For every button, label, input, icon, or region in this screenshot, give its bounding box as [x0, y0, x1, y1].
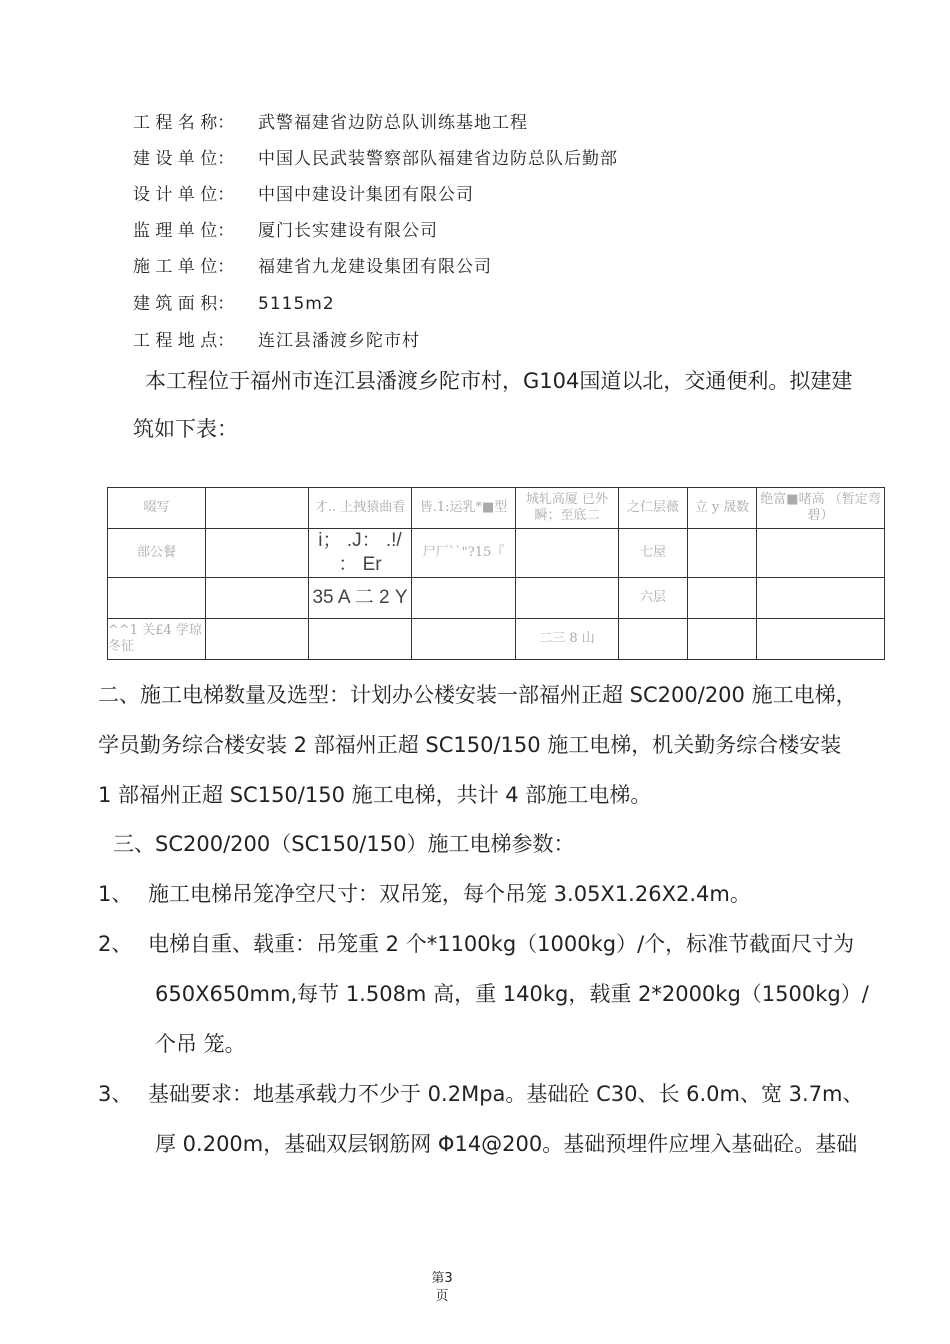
table-cell: 六层	[619, 578, 688, 619]
table-cell	[516, 578, 619, 619]
param-item-2-cont-2: 个吊 笼。	[155, 1032, 246, 1056]
table-cell	[757, 529, 885, 578]
table-cell	[757, 619, 885, 660]
table-cell	[688, 619, 757, 660]
table-cell	[206, 529, 309, 578]
section2-line-2: 学员勤务综合楼安装 2 部福州正超 SC150/150 施工电梯，机关勤务综合楼安装	[98, 733, 842, 757]
table-cell: 尸厂``"?15『	[412, 529, 516, 578]
info-value: 连江县潘渡乡陀市村	[258, 331, 420, 351]
table-cell	[412, 619, 516, 660]
table-row	[108, 578, 885, 619]
info-label: 工 程 地 点：	[133, 331, 235, 351]
table-cell	[206, 619, 309, 660]
table-cell	[757, 578, 885, 619]
param-number: 2、	[98, 932, 133, 956]
table-cell: i； .J： .!/ ： Er	[309, 529, 412, 578]
param-item-2	[98, 929, 854, 959]
param-text: 基础要求：地基承载力不少于 0.2Mpa。基础砼 C30、长 6.0m、宽 3.7m、	[148, 1082, 864, 1106]
info-label: 施 工 单 位：	[133, 257, 235, 277]
table-cell: ^^1 关£4 学琼冬征	[108, 619, 206, 660]
info-label: 监 理 单 位：	[133, 221, 235, 241]
info-label: 工 程 名 称：	[133, 113, 235, 133]
table-header-cell: 啜写	[108, 488, 206, 529]
table-row	[108, 619, 885, 660]
section2-line-1: 二、施工电梯数量及选型：计划办公楼安装一部福州正超 SC200/200 施工电梯，	[98, 683, 857, 707]
info-row-supervisor	[133, 219, 438, 243]
section3-title: 三、SC200/200（SC150/150）施工电梯参数：	[113, 832, 575, 856]
param-item-2-cont-1: 650X650mm,每节 1.508m 高，重 140kg，载重 2*2000kg（1500kg）/	[155, 982, 869, 1006]
table-header-cell: 之仁层薇	[619, 488, 688, 529]
buildings-table	[107, 487, 885, 660]
table-cell	[412, 578, 516, 619]
param-text: 电梯自重、载重：吊笼重 2 个*1100kg（1000kg）/个，标准节截面尺寸为	[148, 932, 855, 956]
table-header-cell: 皆.1:运乳*■型	[412, 488, 516, 529]
table-header-row	[108, 488, 885, 529]
info-row-location	[133, 329, 420, 353]
table-header-cell: 立 y 晟数	[688, 488, 757, 529]
table-cell	[619, 619, 688, 660]
table-cell	[516, 529, 619, 578]
table-cell	[688, 578, 757, 619]
info-row-area	[133, 292, 335, 316]
table-header-cell	[206, 488, 309, 529]
info-label: 建 设 单 位：	[133, 149, 235, 169]
param-item-3	[98, 1079, 864, 1109]
info-value: 中国中建设计集团有限公司	[258, 185, 474, 205]
param-text: 施工电梯吊笼净空尺寸：双吊笼，每个吊笼 3.05X1.26X2.4m。	[148, 882, 751, 906]
param-number: 1、	[98, 882, 133, 906]
section2-line-3: 1 部福州正超 SC150/150 施工电梯，共计 4 部施工电梯。	[98, 783, 652, 807]
table-cell	[309, 619, 412, 660]
param-item-1	[98, 879, 751, 909]
table-cell: 二三 8 山	[516, 619, 619, 660]
info-value: 福建省九龙建设集团有限公司	[258, 257, 492, 277]
table-row	[108, 529, 885, 578]
intro-line-2: 筑如下表：	[133, 417, 238, 441]
info-row-owner	[133, 147, 618, 171]
page-number	[427, 1270, 457, 1306]
info-label: 设 计 单 位：	[133, 185, 235, 205]
info-value: 5115m2	[258, 294, 335, 314]
table-cell	[108, 578, 206, 619]
info-value: 厦门长实建设有限公司	[258, 221, 438, 241]
page-number-line-1: 第3	[431, 1271, 453, 1286]
info-value: 中国人民武装警察部队福建省边防总队后勤部	[258, 149, 618, 169]
table-cell	[688, 529, 757, 578]
table-cell: 七屋	[619, 529, 688, 578]
info-row-contractor	[133, 255, 492, 279]
param-number: 3、	[98, 1082, 133, 1106]
intro-line-1: 本工程位于福州市连江县潘渡乡陀市村，G104国道以北，交通便利。拟建建	[145, 369, 853, 393]
table-cell: 部公餐	[108, 529, 206, 578]
table-cell	[206, 578, 309, 619]
page-number-line-2: 页	[435, 1289, 449, 1304]
param-item-3-cont-1: 厚 0.200m，基础双层钢筋网 Φ14@200。基础预埋件应埋入基础砼。基础	[155, 1132, 858, 1156]
info-row-designer	[133, 183, 474, 207]
table-header-cell: 城轧高厦 已外瞬；至底二	[516, 488, 619, 529]
table-header-cell: 才.. 上拽猿曲看	[309, 488, 412, 529]
info-row-project-name	[133, 111, 528, 135]
table-cell: 35 A 二 2 Y	[309, 578, 412, 619]
info-value: 武警福建省边防总队训练基地工程	[258, 113, 528, 133]
table-header-cell: 绝富■啫高 （暂定弯碧）	[757, 488, 885, 529]
info-label: 建 筑 面 积：	[133, 294, 235, 314]
